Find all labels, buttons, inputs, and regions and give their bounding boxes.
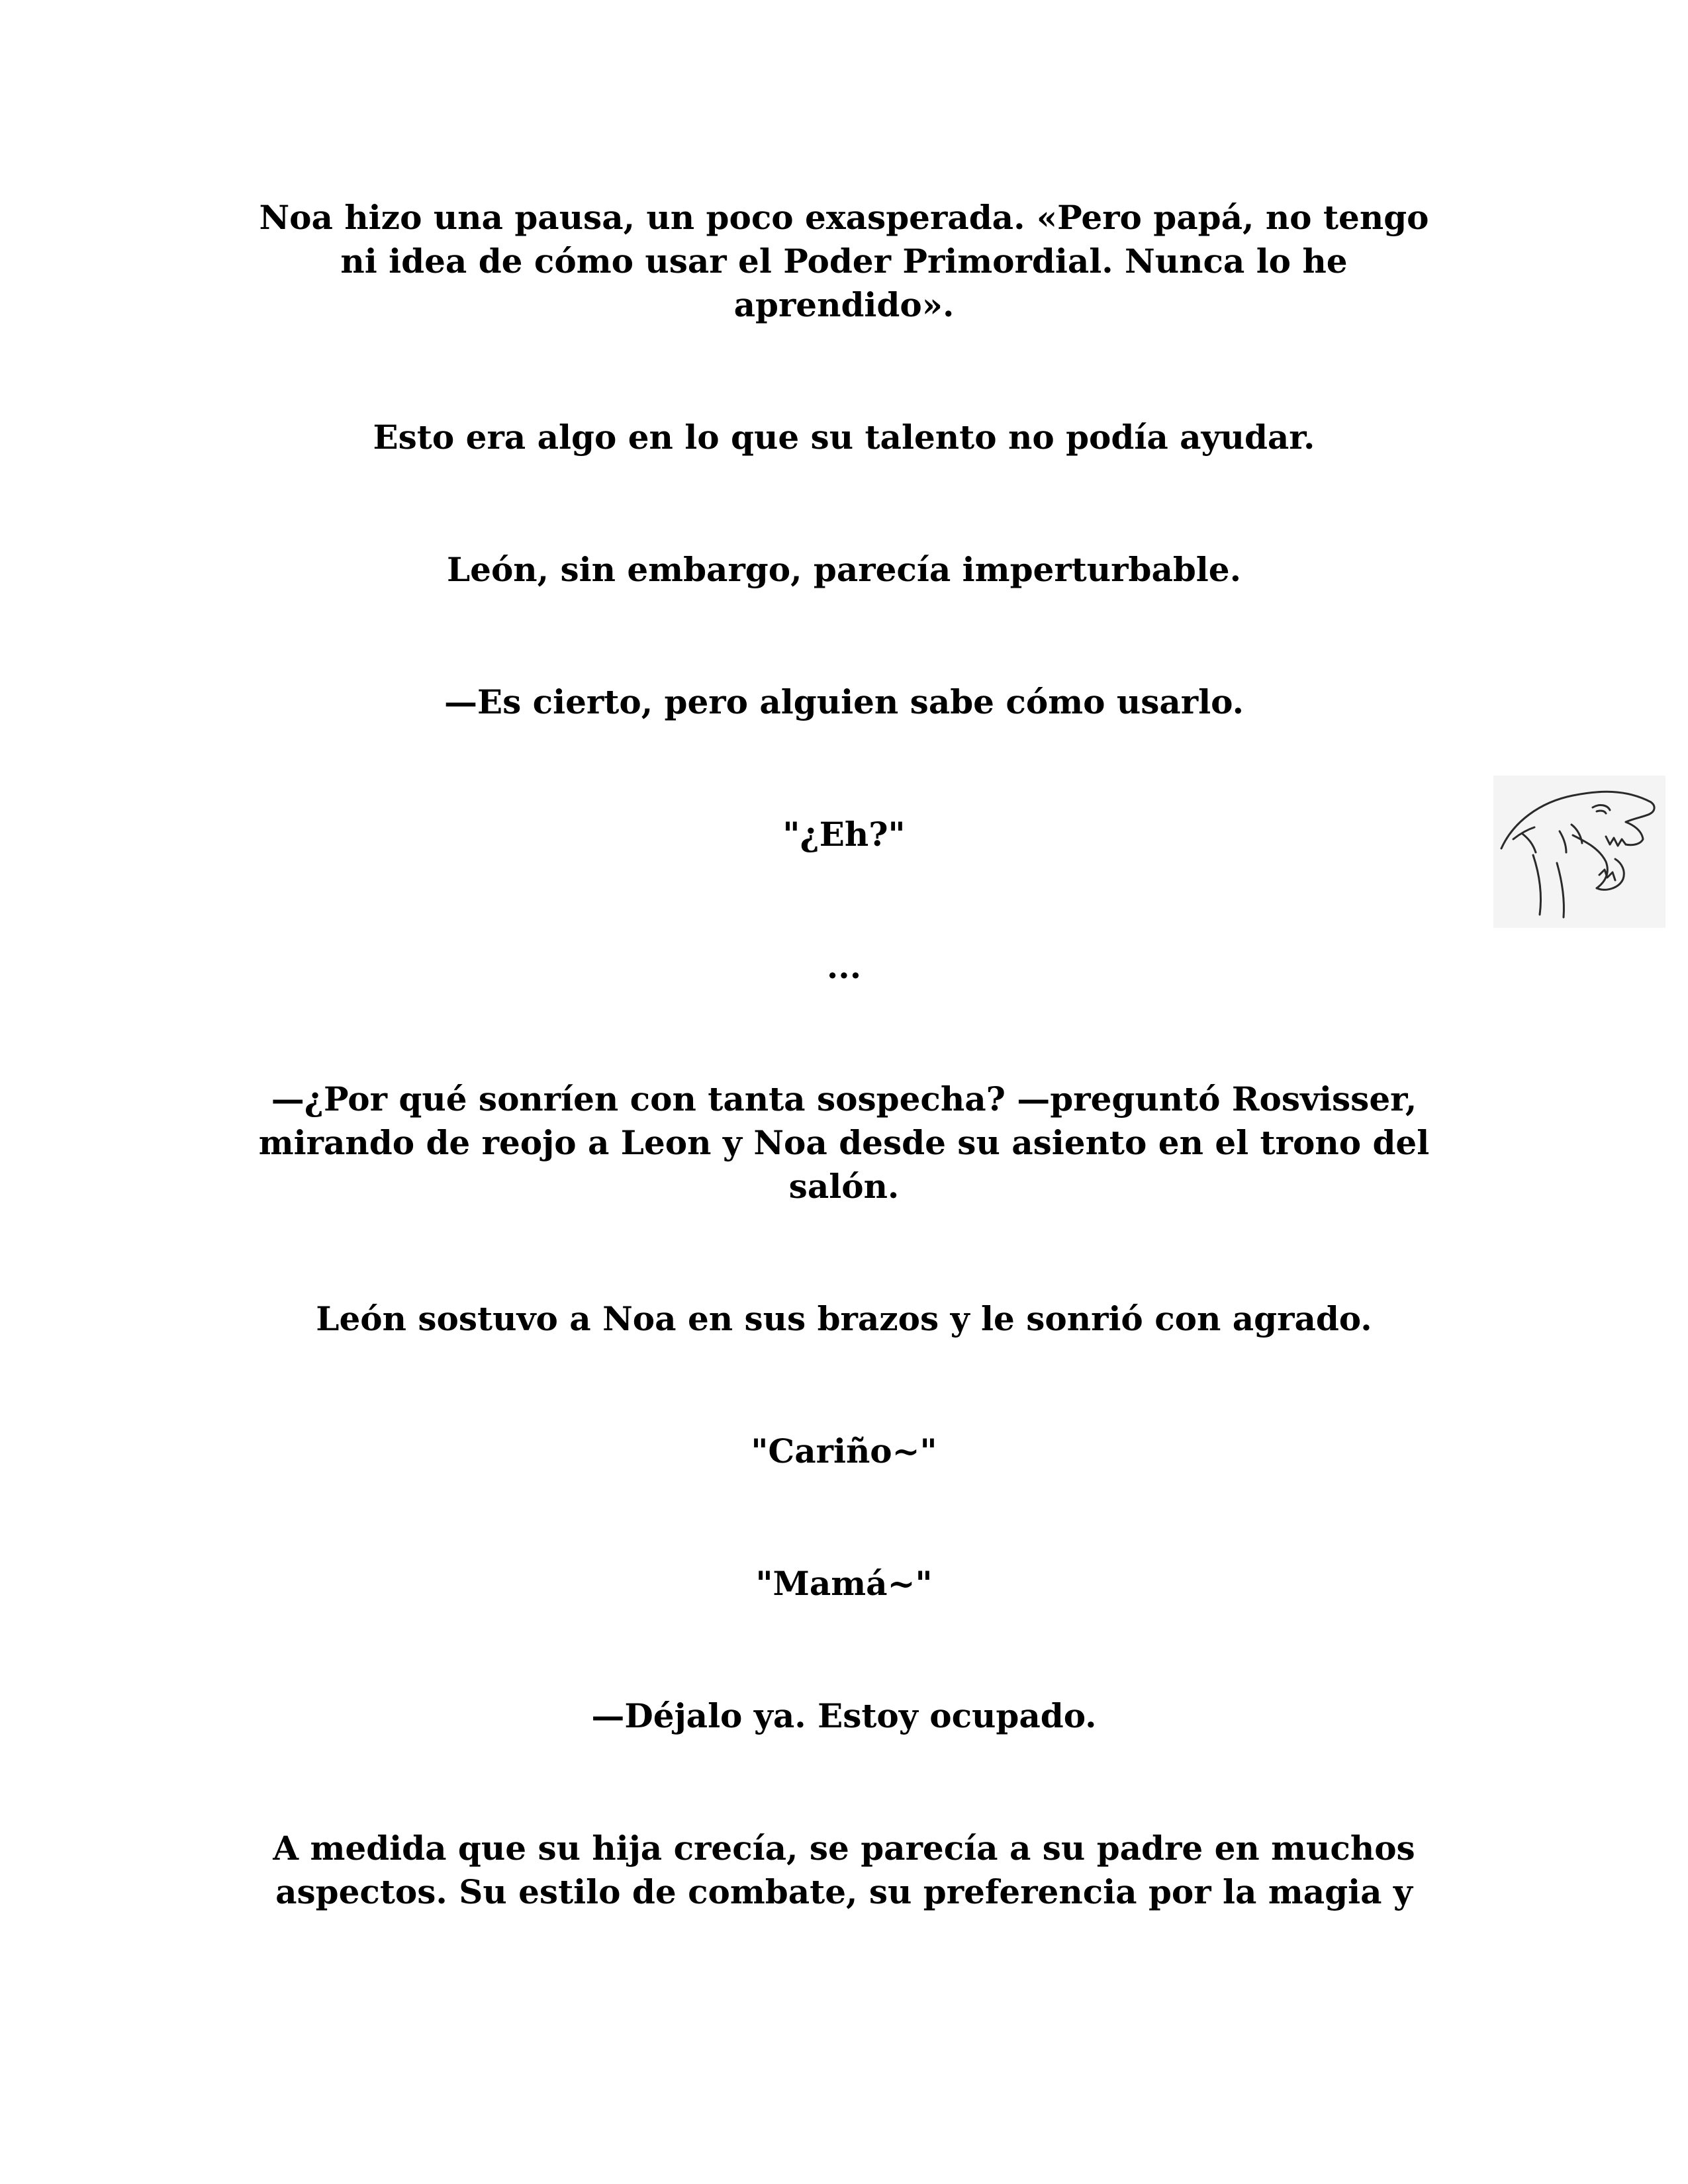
paragraph-1 xyxy=(225,196,1463,327)
paragraph-line: mirando de reojo a Leon y Noa desde su asiento en el trono del xyxy=(258,1123,1430,1162)
dragon-head-sketch-icon xyxy=(1493,776,1665,928)
paragraph-line: —¿Por qué sonríen con tanta sospecha? —preguntó Rosvisser, xyxy=(271,1079,1417,1118)
paragraph-line: ni idea de cómo usar el Poder Primordial. Nunca lo he xyxy=(340,242,1348,281)
paragraph-line: Noa hizo una pausa, un poco exasperada. «Pero papá, no tengo xyxy=(259,198,1429,237)
paragraph-line: aspectos. Su estilo de combate, su preferencia por la magia y xyxy=(275,1872,1413,1911)
paragraph-12 xyxy=(225,1827,1463,1914)
paragraph-10 xyxy=(225,1562,1463,1606)
paragraph-line: —Déjalo ya. Estoy ocupado. xyxy=(591,1696,1097,1735)
paragraph-line: A medida que su hija crecía, se parecía a su padre en muchos xyxy=(273,1829,1415,1868)
paragraph-line: "Cariño~" xyxy=(751,1432,937,1471)
paragraph-line: "Mamá~" xyxy=(755,1564,933,1603)
paragraph-line: aprendido». xyxy=(733,285,955,324)
paragraph-8 xyxy=(225,1297,1463,1341)
paragraph-9 xyxy=(225,1430,1463,1473)
paragraph-line: Esto era algo en lo que su talento no podía ayudar. xyxy=(373,418,1315,457)
paragraph-4 xyxy=(225,680,1463,724)
paragraph-6 xyxy=(225,945,1463,989)
paragraph-line: ... xyxy=(826,947,862,986)
paragraph-line: —Es cierto, pero alguien sabe cómo usarlo. xyxy=(444,682,1244,721)
paragraph-line: León, sin embargo, parecía imperturbable. xyxy=(446,550,1242,589)
paragraph-line: León sostuvo a Noa en sus brazos y le sonrió con agrado. xyxy=(316,1299,1372,1338)
paragraph-5 xyxy=(225,813,1463,856)
paragraph-7 xyxy=(225,1077,1463,1208)
paragraph-line: "¿Eh?" xyxy=(782,815,906,854)
paragraph-2 xyxy=(225,416,1463,459)
paragraph-3 xyxy=(225,548,1463,592)
paragraph-11 xyxy=(225,1694,1463,1738)
paragraph-line: salón. xyxy=(788,1167,900,1206)
